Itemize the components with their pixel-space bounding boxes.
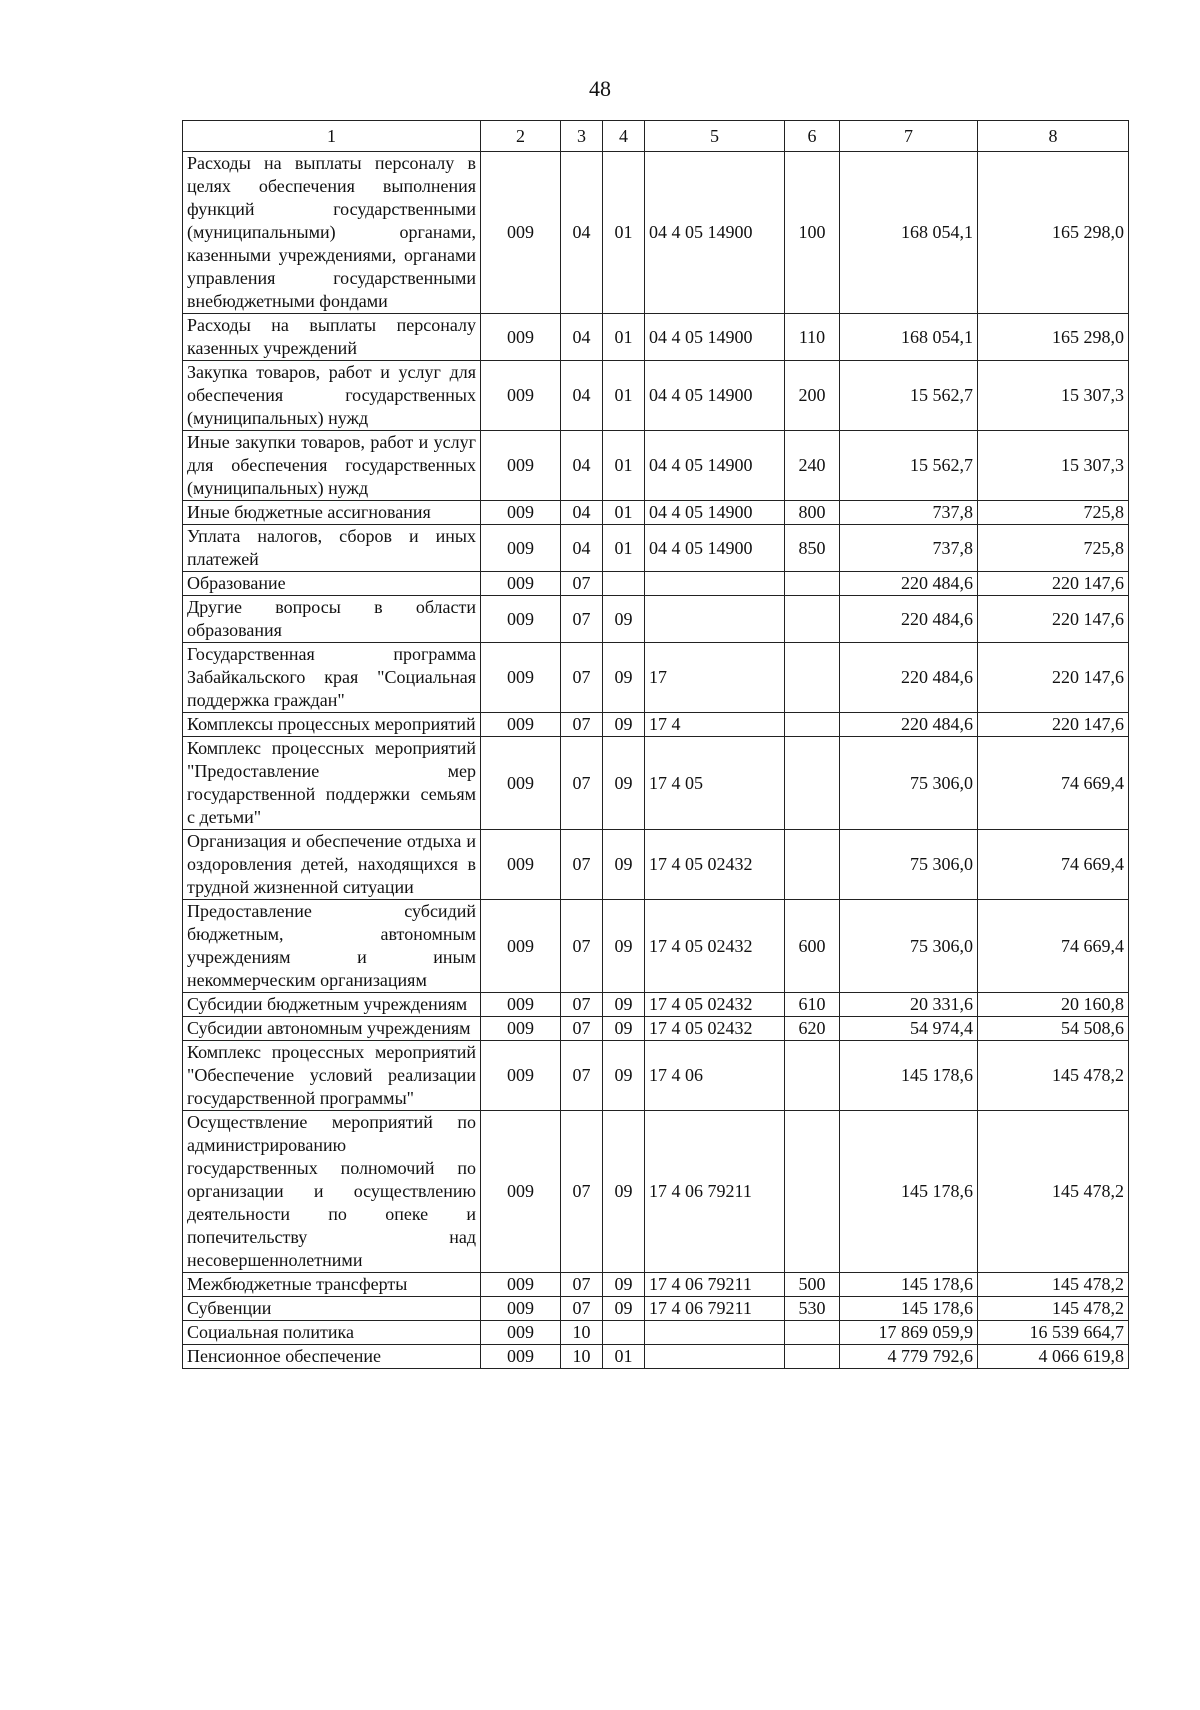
- admin-code: 009: [481, 713, 561, 737]
- table-row: [183, 1297, 1129, 1321]
- admin-code: 009: [481, 830, 561, 900]
- section-code: 10: [561, 1345, 603, 1369]
- table-row: [183, 361, 1129, 431]
- admin-code: 009: [481, 501, 561, 525]
- expense-type-code: 240: [785, 431, 840, 501]
- target-article-code: 17 4 05 02432: [645, 900, 785, 993]
- header-col-5: 5: [645, 121, 785, 152]
- amount-year-1: 75 306,0: [840, 830, 978, 900]
- header-col-2: 2: [481, 121, 561, 152]
- table-row: [183, 993, 1129, 1017]
- expense-type-code: [785, 1041, 840, 1111]
- admin-code: 009: [481, 1273, 561, 1297]
- row-title: Комплексы процессных мероприятий: [183, 713, 481, 737]
- section-code: 04: [561, 152, 603, 314]
- admin-code: 009: [481, 361, 561, 431]
- admin-code: 009: [481, 900, 561, 993]
- admin-code: 009: [481, 1297, 561, 1321]
- section-code: 07: [561, 993, 603, 1017]
- subsection-code: 01: [603, 361, 645, 431]
- subsection-code: 09: [603, 993, 645, 1017]
- subsection-code: [603, 1321, 645, 1345]
- target-article-code: 04 4 05 14900: [645, 361, 785, 431]
- amount-year-1: 737,8: [840, 501, 978, 525]
- subsection-code: 01: [603, 525, 645, 572]
- budget-table: [182, 120, 1129, 1369]
- target-article-code: 17: [645, 643, 785, 713]
- target-article-code: 17 4 05 02432: [645, 1017, 785, 1041]
- subsection-code: 01: [603, 152, 645, 314]
- expense-type-code: [785, 572, 840, 596]
- row-title: Комплекс процессных мероприятий "Обеспечение условий реализации государственной программы": [183, 1041, 481, 1111]
- expense-type-code: [785, 596, 840, 643]
- subsection-code: 09: [603, 1111, 645, 1273]
- subsection-code: 01: [603, 431, 645, 501]
- row-title: Субсидии автономным учреждениям: [183, 1017, 481, 1041]
- target-article-code: 17 4 05: [645, 737, 785, 830]
- expense-type-code: 530: [785, 1297, 840, 1321]
- admin-code: 009: [481, 1321, 561, 1345]
- subsection-code: [603, 572, 645, 596]
- table-row: [183, 572, 1129, 596]
- amount-year-1: 4 779 792,6: [840, 1345, 978, 1369]
- expense-type-code: 800: [785, 501, 840, 525]
- expense-type-code: 110: [785, 314, 840, 361]
- subsection-code: 01: [603, 1345, 645, 1369]
- row-title: Уплата налогов, сборов и иных платежей: [183, 525, 481, 572]
- table-row: [183, 152, 1129, 314]
- section-code: 07: [561, 1041, 603, 1111]
- subsection-code: 01: [603, 501, 645, 525]
- target-article-code: 04 4 05 14900: [645, 501, 785, 525]
- amount-year-2: 145 478,2: [978, 1297, 1129, 1321]
- admin-code: 009: [481, 572, 561, 596]
- target-article-code: 17 4 05 02432: [645, 993, 785, 1017]
- admin-code: 009: [481, 993, 561, 1017]
- admin-code: 009: [481, 1111, 561, 1273]
- row-title: Закупка товаров, работ и услуг для обеспечения государственных (муниципальных) нужд: [183, 361, 481, 431]
- table-row: [183, 737, 1129, 830]
- amount-year-2: 74 669,4: [978, 830, 1129, 900]
- expense-type-code: 620: [785, 1017, 840, 1041]
- section-code: 04: [561, 501, 603, 525]
- table-row: [183, 1321, 1129, 1345]
- expense-type-code: [785, 1345, 840, 1369]
- amount-year-1: 145 178,6: [840, 1273, 978, 1297]
- expense-type-code: 600: [785, 900, 840, 993]
- amount-year-2: 220 147,6: [978, 572, 1129, 596]
- target-article-code: 04 4 05 14900: [645, 431, 785, 501]
- admin-code: 009: [481, 1345, 561, 1369]
- amount-year-1: 54 974,4: [840, 1017, 978, 1041]
- table-row: [183, 1111, 1129, 1273]
- section-code: 04: [561, 525, 603, 572]
- header-col-4: 4: [603, 121, 645, 152]
- table-row: [183, 830, 1129, 900]
- section-code: 04: [561, 431, 603, 501]
- admin-code: 009: [481, 152, 561, 314]
- row-title: Иные закупки товаров, работ и услуг для обеспечения государственных (муниципальных) нужд: [183, 431, 481, 501]
- section-code: 07: [561, 572, 603, 596]
- expense-type-code: [785, 830, 840, 900]
- expense-type-code: 850: [785, 525, 840, 572]
- row-title: Осуществление мероприятий по администрированию государственных полномочий по организации и осуществлению деятельности по опеке и попечительству над несовершеннолетними: [183, 1111, 481, 1273]
- admin-code: 009: [481, 737, 561, 830]
- section-code: 07: [561, 1297, 603, 1321]
- row-title: Субсидии бюджетным учреждениям: [183, 993, 481, 1017]
- table-row: [183, 900, 1129, 993]
- table-row: [183, 501, 1129, 525]
- table-row: [183, 596, 1129, 643]
- table-row: [183, 314, 1129, 361]
- row-title: Межбюджетные трансферты: [183, 1273, 481, 1297]
- amount-year-1: 20 331,6: [840, 993, 978, 1017]
- target-article-code: 17 4 05 02432: [645, 830, 785, 900]
- header-col-1: 1: [183, 121, 481, 152]
- row-title: Образование: [183, 572, 481, 596]
- amount-year-1: 145 178,6: [840, 1297, 978, 1321]
- subsection-code: 09: [603, 900, 645, 993]
- row-title: Расходы на выплаты персоналу в целях обеспечения выполнения функций государственными (муниципальными) органами, казенными учреждениями, органами управления государственными внебюджетными фондами: [183, 152, 481, 314]
- amount-year-2: 145 478,2: [978, 1273, 1129, 1297]
- amount-year-1: 145 178,6: [840, 1111, 978, 1273]
- row-title: Пенсионное обеспечение: [183, 1345, 481, 1369]
- section-code: 07: [561, 1273, 603, 1297]
- table-row: [183, 431, 1129, 501]
- amount-year-2: 220 147,6: [978, 643, 1129, 713]
- admin-code: 009: [481, 525, 561, 572]
- admin-code: 009: [481, 1041, 561, 1111]
- target-article-code: 17 4: [645, 713, 785, 737]
- expense-type-code: 100: [785, 152, 840, 314]
- amount-year-2: 74 669,4: [978, 900, 1129, 993]
- amount-year-2: 725,8: [978, 525, 1129, 572]
- expense-type-code: [785, 737, 840, 830]
- admin-code: 009: [481, 643, 561, 713]
- table-row: [183, 713, 1129, 737]
- subsection-code: 09: [603, 830, 645, 900]
- expense-type-code: [785, 643, 840, 713]
- amount-year-2: 165 298,0: [978, 314, 1129, 361]
- target-article-code: [645, 1321, 785, 1345]
- amount-year-1: 15 562,7: [840, 431, 978, 501]
- amount-year-1: 75 306,0: [840, 737, 978, 830]
- amount-year-1: 220 484,6: [840, 713, 978, 737]
- target-article-code: [645, 572, 785, 596]
- amount-year-1: 220 484,6: [840, 596, 978, 643]
- section-code: 07: [561, 596, 603, 643]
- section-code: 07: [561, 643, 603, 713]
- target-article-code: [645, 596, 785, 643]
- target-article-code: 17 4 06 79211: [645, 1273, 785, 1297]
- amount-year-1: 17 869 059,9: [840, 1321, 978, 1345]
- amount-year-1: 75 306,0: [840, 900, 978, 993]
- header-col-8: 8: [978, 121, 1129, 152]
- subsection-code: 09: [603, 1017, 645, 1041]
- row-title: Субвенции: [183, 1297, 481, 1321]
- amount-year-2: 15 307,3: [978, 361, 1129, 431]
- subsection-code: 09: [603, 1273, 645, 1297]
- expense-type-code: 610: [785, 993, 840, 1017]
- amount-year-1: 168 054,1: [840, 314, 978, 361]
- target-article-code: 17 4 06 79211: [645, 1111, 785, 1273]
- row-title: Комплекс процессных мероприятий "Предоставление мер государственной поддержки семьям с детьми": [183, 737, 481, 830]
- expense-type-code: 200: [785, 361, 840, 431]
- section-code: 04: [561, 314, 603, 361]
- subsection-code: 09: [603, 737, 645, 830]
- table-row: [183, 1273, 1129, 1297]
- amount-year-2: 20 160,8: [978, 993, 1129, 1017]
- amount-year-2: 165 298,0: [978, 152, 1129, 314]
- expense-type-code: [785, 1321, 840, 1345]
- header-col-6: 6: [785, 121, 840, 152]
- amount-year-1: 737,8: [840, 525, 978, 572]
- amount-year-2: 74 669,4: [978, 737, 1129, 830]
- row-title: Другие вопросы в области образования: [183, 596, 481, 643]
- admin-code: 009: [481, 596, 561, 643]
- expense-type-code: [785, 713, 840, 737]
- expense-type-code: 500: [785, 1273, 840, 1297]
- row-title: Государственная программа Забайкальского края "Социальная поддержка граждан": [183, 643, 481, 713]
- amount-year-2: 725,8: [978, 501, 1129, 525]
- page-number: 48: [589, 76, 611, 101]
- amount-year-2: 15 307,3: [978, 431, 1129, 501]
- table-row: [183, 525, 1129, 572]
- target-article-code: 17 4 06: [645, 1041, 785, 1111]
- row-title: Расходы на выплаты персоналу казенных учреждений: [183, 314, 481, 361]
- target-article-code: [645, 1345, 785, 1369]
- amount-year-1: 145 178,6: [840, 1041, 978, 1111]
- amount-year-2: 54 508,6: [978, 1017, 1129, 1041]
- header-row: [183, 121, 1129, 152]
- subsection-code: 09: [603, 643, 645, 713]
- section-code: 10: [561, 1321, 603, 1345]
- amount-year-1: 168 054,1: [840, 152, 978, 314]
- subsection-code: 09: [603, 1041, 645, 1111]
- amount-year-2: 4 066 619,8: [978, 1345, 1129, 1369]
- table-body: [183, 152, 1129, 1369]
- amount-year-1: 15 562,7: [840, 361, 978, 431]
- table-row: [183, 1345, 1129, 1369]
- section-code: 07: [561, 1111, 603, 1273]
- row-title: Организация и обеспечение отдыха и оздоровления детей, находящихся в трудной жизненной ситуации: [183, 830, 481, 900]
- subsection-code: 09: [603, 596, 645, 643]
- header-col-3: 3: [561, 121, 603, 152]
- amount-year-2: 220 147,6: [978, 596, 1129, 643]
- section-code: 07: [561, 1017, 603, 1041]
- subsection-code: 09: [603, 1297, 645, 1321]
- amount-year-2: 220 147,6: [978, 713, 1129, 737]
- subsection-code: 09: [603, 713, 645, 737]
- admin-code: 009: [481, 314, 561, 361]
- section-code: 07: [561, 900, 603, 993]
- amount-year-2: 145 478,2: [978, 1111, 1129, 1273]
- row-title: Предоставление субсидий бюджетным, автономным учреждениям и иным некоммерческим организациям: [183, 900, 481, 993]
- target-article-code: 04 4 05 14900: [645, 314, 785, 361]
- expense-type-code: [785, 1111, 840, 1273]
- table-row: [183, 1017, 1129, 1041]
- amount-year-2: 145 478,2: [978, 1041, 1129, 1111]
- amount-year-2: 16 539 664,7: [978, 1321, 1129, 1345]
- table-row: [183, 1041, 1129, 1111]
- amount-year-1: 220 484,6: [840, 643, 978, 713]
- header-col-7: 7: [840, 121, 978, 152]
- section-code: 07: [561, 713, 603, 737]
- row-title: Иные бюджетные ассигнования: [183, 501, 481, 525]
- admin-code: 009: [481, 1017, 561, 1041]
- section-code: 07: [561, 737, 603, 830]
- target-article-code: 17 4 06 79211: [645, 1297, 785, 1321]
- table-row: [183, 643, 1129, 713]
- section-code: 07: [561, 830, 603, 900]
- target-article-code: 04 4 05 14900: [645, 152, 785, 314]
- subsection-code: 01: [603, 314, 645, 361]
- row-title: Социальная политика: [183, 1321, 481, 1345]
- section-code: 04: [561, 361, 603, 431]
- admin-code: 009: [481, 431, 561, 501]
- amount-year-1: 220 484,6: [840, 572, 978, 596]
- target-article-code: 04 4 05 14900: [645, 525, 785, 572]
